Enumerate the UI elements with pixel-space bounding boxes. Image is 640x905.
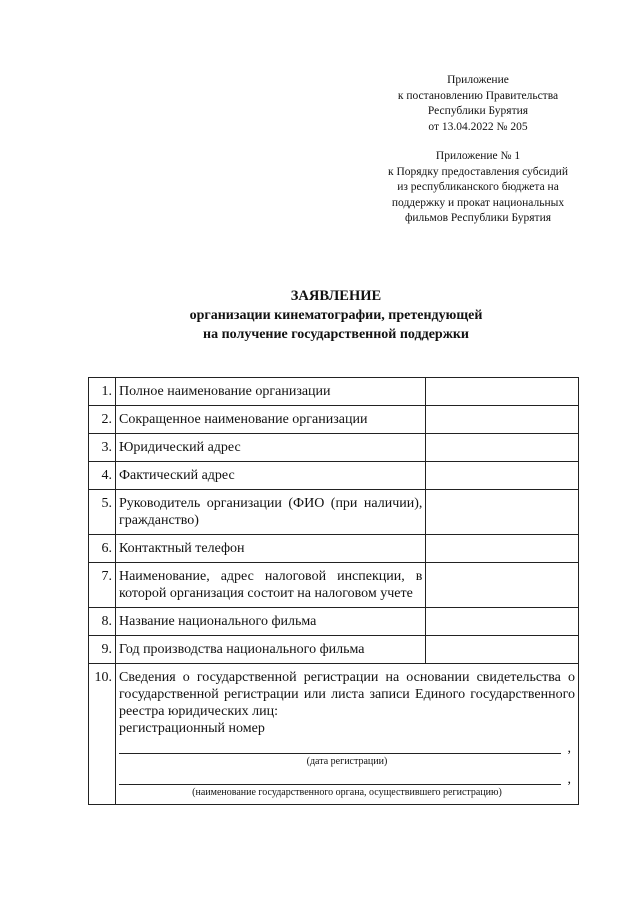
row-value-cell[interactable]	[426, 434, 579, 462]
row-number: 10.	[89, 664, 116, 805]
row-value-cell[interactable]	[426, 636, 579, 664]
row-value-cell[interactable]	[426, 378, 579, 406]
table-row	[89, 563, 579, 608]
line-comma: ,	[567, 741, 571, 756]
table-row	[89, 535, 579, 563]
title-line: организации кинематографии, претендующей	[189, 308, 483, 323]
row-number: 7.	[89, 563, 116, 608]
table-row	[89, 608, 579, 636]
appendix-order-line: к Порядку предоставления субсидий	[388, 165, 568, 178]
row-number: 2.	[89, 406, 116, 434]
application-form-table	[88, 377, 579, 805]
registration-text: Сведения о государственной регистрации на основании свидетельства о государственной регистрации или листа записи Единого государственного реестра юридических лиц:	[118, 670, 575, 719]
appendix-decree-line: Республики Бурятия	[427, 105, 529, 117]
row-label: Контактный телефон	[115, 535, 425, 563]
row-number: 8.	[89, 608, 116, 636]
table-row	[89, 636, 579, 664]
registration-date-line[interactable]	[119, 737, 571, 756]
registration-number-label: регистрационный номер	[118, 721, 265, 736]
appendix-decree-line: Приложение	[447, 74, 509, 86]
table-row	[89, 490, 579, 535]
title-main: ЗАЯВЛЕНИЕ	[290, 288, 382, 304]
document-title	[0, 287, 640, 344]
row-label: Фактический адрес	[115, 462, 425, 490]
row-value-cell[interactable]	[426, 406, 579, 434]
registration-body-caption: (наименование государственного органа, осуществившего регистрацию)	[192, 787, 502, 798]
line-comma: ,	[567, 772, 571, 787]
row-value-cell[interactable]	[426, 490, 579, 535]
row-number: 3.	[89, 434, 116, 462]
appendix-order-line: фильмов Республики Бурятия	[404, 212, 552, 224]
row-number: 4.	[89, 462, 116, 490]
table-row-registration	[89, 664, 579, 805]
appendix-order-line: из республиканского бюджета на	[397, 181, 559, 193]
row-value-cell[interactable]	[426, 563, 579, 608]
row-number: 9.	[89, 636, 116, 664]
appendix-order-block	[358, 149, 598, 227]
appendix-order-line: Приложение № 1	[435, 150, 521, 162]
table-row	[89, 406, 579, 434]
row-value-cell[interactable]	[426, 535, 579, 563]
table-row	[89, 462, 579, 490]
row-label: Сокращенное наименование организации	[115, 406, 425, 434]
row-value-cell[interactable]	[426, 608, 579, 636]
row-label: Наименование, адрес налоговой инспекции, в которой организация состоит на налоговом учете	[115, 563, 425, 608]
appendix-decree-block	[372, 73, 584, 135]
row-number: 6.	[89, 535, 116, 563]
table-row	[89, 434, 579, 462]
row-value-cell[interactable]	[426, 462, 579, 490]
row-label: Полное наименование организации	[115, 378, 425, 406]
appendix-decree-line: к постановлению Правительства	[397, 89, 559, 102]
appendix-decree-line: от 13.04.2022 № 205	[428, 120, 528, 133]
title-line: на получение государственной поддержки	[203, 327, 469, 342]
appendix-order-line: поддержку и прокат национальных	[391, 196, 565, 209]
row-label: Юридический адрес	[115, 434, 425, 462]
registration-body-line[interactable]	[119, 768, 571, 787]
row-label: Руководитель организации (ФИО (при наличии), гражданство)	[115, 490, 425, 535]
row-label: Год производства национального фильма	[115, 636, 425, 664]
table-row	[89, 378, 579, 406]
row-number: 1.	[89, 378, 116, 406]
registration-date-caption: (дата регистрации)	[306, 756, 388, 767]
row-number: 5.	[89, 490, 116, 535]
row-label: Название национального фильма	[115, 608, 425, 636]
registration-cell	[115, 664, 578, 805]
